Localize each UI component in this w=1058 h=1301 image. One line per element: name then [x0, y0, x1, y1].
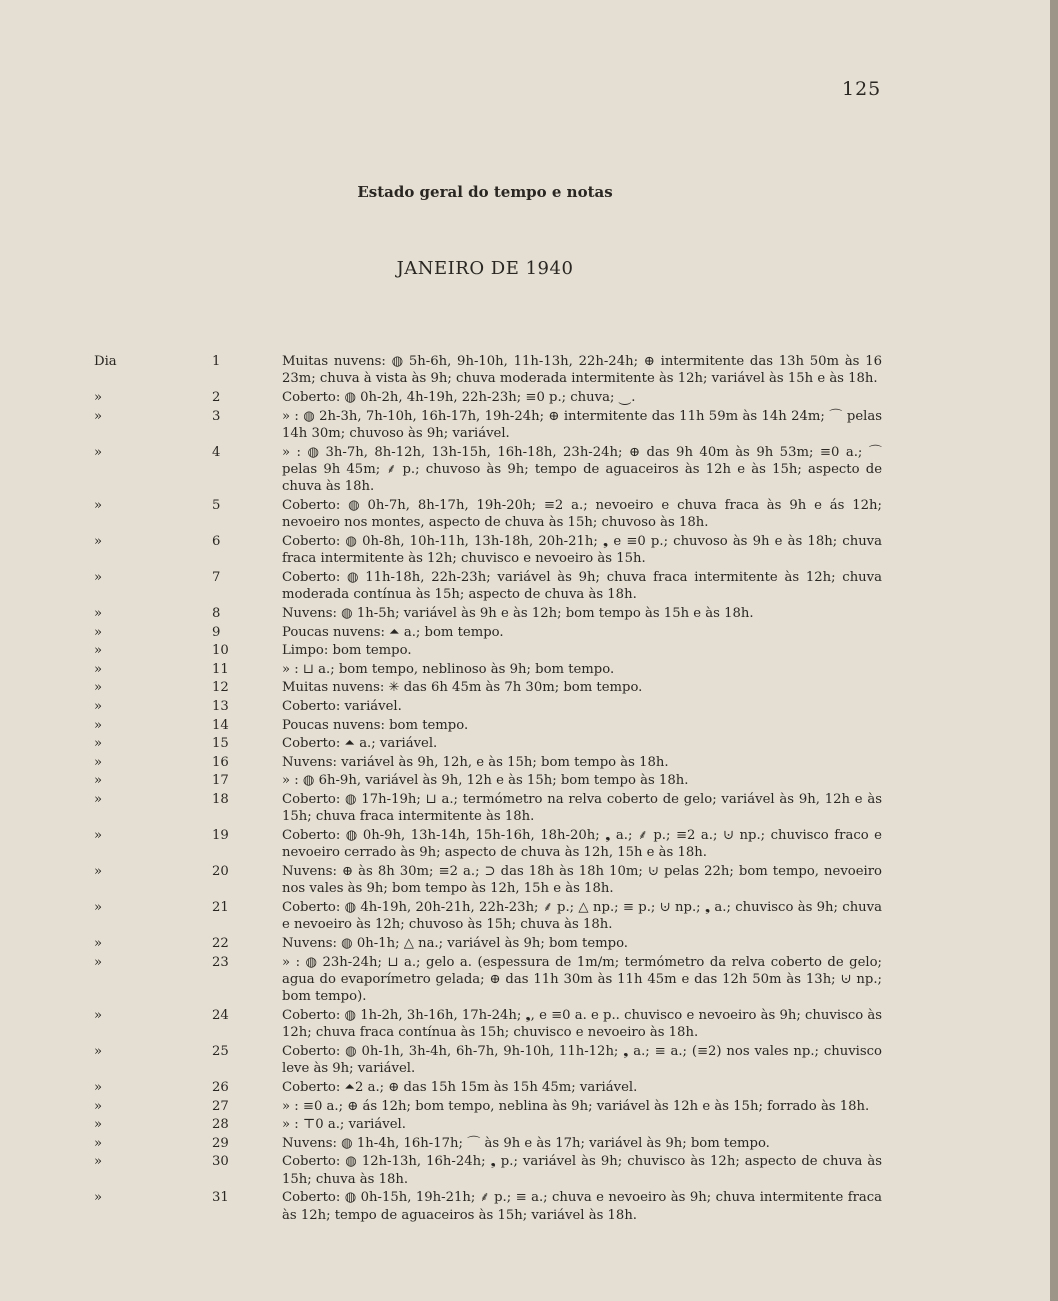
day-number: 10: [212, 643, 229, 659]
day-label: »: [94, 1079, 103, 1095]
day-number: 24: [212, 1007, 229, 1023]
day-entry: [92, 717, 882, 734]
day-label: »: [94, 773, 103, 789]
day-number: 30: [212, 1154, 229, 1170]
day-label: »: [94, 1154, 103, 1170]
day-notes: Coberto: ◍ 11h-18h, 22h-23h; variável às 9h; chuva fraca intermitente às 12h; chuva moderada contínua às 15h; aspecto de chuva às 18h.: [282, 570, 882, 603]
day-notes: Limpo: bom tempo.: [282, 643, 412, 659]
day-label: »: [94, 408, 103, 424]
day-notes: Coberto: ◍ 0h-15h, 19h-21h; ⸙ p.; ≡ a.; chuva e nevoeiro às 9h; chuva intermitente fraca às 12h; tempo de aguaceiros às 15h; variável às 18h.: [282, 1190, 882, 1223]
day-entry: [92, 353, 882, 388]
day-number: 4: [212, 444, 221, 460]
day-label: Dia: [94, 354, 117, 369]
day-entry: [92, 1153, 882, 1188]
day-label: »: [94, 1117, 103, 1133]
day-label: »: [94, 736, 103, 752]
day-number: 6: [212, 534, 221, 549]
day-number: 13: [212, 698, 229, 714]
day-notes: Poucas nuvens: bom tempo.: [282, 717, 469, 733]
day-notes: Coberto: ◍ 0h-1h, 3h-4h, 6h-7h, 9h-10h, 11h-12h; ❟ a.; ≡ a.; (≡2) nos vales np.; chuvisco leve às 9h; variável.: [282, 1043, 882, 1077]
day-notes: » : ⊤0 a.; variável.: [282, 1117, 406, 1133]
day-entry: [92, 1079, 882, 1096]
day-number: 5: [212, 498, 221, 513]
day-label: »: [94, 624, 103, 640]
day-entry: [92, 497, 882, 532]
day-label: »: [94, 1098, 103, 1114]
page-edge: [1050, 0, 1058, 1301]
day-entry: [92, 1135, 882, 1152]
day-notes: Coberto: ⏶ a.; variável.: [282, 736, 438, 752]
day-entry: [92, 1007, 882, 1042]
day-number: 31: [212, 1190, 229, 1206]
day-entry: [92, 624, 882, 641]
day-number: 14: [212, 717, 229, 733]
day-entry: [92, 791, 882, 826]
day-entry: [92, 1189, 882, 1224]
day-number: 21: [212, 899, 229, 915]
day-entry: [92, 772, 882, 789]
day-number: 2: [212, 390, 221, 405]
day-entry: [92, 935, 882, 952]
day-label: »: [94, 863, 103, 879]
month-title: JANEIRO DE 1940: [396, 258, 574, 279]
day-entry: [92, 954, 882, 1006]
day-number: 15: [212, 736, 229, 752]
day-label: »: [94, 754, 103, 770]
day-number: 7: [212, 570, 221, 585]
day-notes: Nuvens: ⊕ às 8h 30m; ≡2 a.; ⊃ das 18h às 18h 10m; ⊍ pelas 22h; bom tempo, nevoeiro nos vales às 9h; bom tempo às 12h, 15h e às 18h.: [282, 863, 882, 897]
section-title: Estado geral do tempo e notas: [357, 183, 613, 201]
day-number: 26: [212, 1079, 229, 1095]
day-number: 3: [212, 408, 221, 424]
day-number: 19: [212, 827, 229, 843]
day-notes: Coberto: ◍ 4h-19h, 20h-21h, 22h-23h; ⸙ p.; △ np.; ≡ p.; ⊍ np.; ❟ a.; chuvisco às 9h; chuva e nevoeiro às 12h; chuvoso às 15h; chuva às 18h.: [282, 899, 882, 933]
day-notes: » : ◍ 3h-7h, 8h-12h, 13h-15h, 16h-18h, 23h-24h; ⊕ das 9h 40m às 9h 53m; ≡0 a.; ⌒ pelas 9h 45m; ⸙ p.; chuvoso às 9h; tempo de aguaceiros às 12h e às 15h; aspecto de chuva às 18h.: [282, 444, 882, 495]
day-entry: [92, 899, 882, 934]
day-label: »: [94, 1043, 103, 1059]
day-number: 11: [212, 661, 229, 677]
day-label: »: [94, 661, 103, 677]
day-notes: Coberto: ◍ 17h-19h; ⊔ a.; termómetro na relva coberto de gelo; variável às 9h, 12h e às 15h; chuva fraca intermitente às 18h.: [282, 791, 882, 825]
day-entry: [92, 533, 882, 568]
day-notes: Coberto: variável.: [282, 698, 402, 714]
day-label: »: [94, 680, 103, 696]
day-notes: » : ◍ 2h-3h, 7h-10h, 16h-17h, 19h-24h; ⊕ intermitente das 11h 59m às 14h 24m; ⌒ pelas 14h 30m; chuvoso às 9h; variável.: [282, 408, 882, 441]
day-entry: [92, 408, 882, 443]
day-notes: Coberto: ◍ 0h-7h, 8h-17h, 19h-20h; ≡2 a.; nevoeiro e chuva fraca às 9h e ás 12h; nevoeiro nos montes, aspecto de chuva às 15h; chuvoso às 18h.: [282, 498, 882, 531]
day-number: 17: [212, 773, 229, 789]
day-label: »: [94, 698, 103, 714]
day-entry: [92, 863, 882, 898]
page-number: 125: [842, 78, 882, 100]
day-notes: » : ◍ 6h-9h, variável às 9h, 12h e às 15h; bom tempo às 18h.: [282, 773, 689, 789]
day-entry: [92, 827, 882, 862]
day-notes: » : ⊔ a.; bom tempo, neblinoso às 9h; bom tempo.: [282, 661, 615, 677]
day-entry: [92, 1116, 882, 1133]
day-number: 16: [212, 754, 229, 770]
day-notes: Nuvens: variável às 9h, 12h, e às 15h; bom tempo às 18h.: [282, 754, 669, 770]
day-number: 20: [212, 863, 229, 879]
day-number: 29: [212, 1135, 229, 1151]
day-entry: [92, 661, 882, 678]
day-label: »: [94, 534, 103, 549]
day-label: »: [94, 1007, 103, 1023]
day-notes: Coberto: ◍ 0h-2h, 4h-19h, 22h-23h; ≡0 p.; chuva; ⏝.: [282, 390, 636, 405]
day-entry: [92, 389, 882, 406]
day-label: »: [94, 570, 103, 585]
day-number: 18: [212, 791, 229, 807]
day-label: »: [94, 1135, 103, 1151]
day-notes: Coberto: ◍ 1h-2h, 3h-16h, 17h-24h; ❟, e ≡0 a. e p.. chuvisco e nevoeiro às 9h; chuvisco às 12h; chuva fraca contínua às 15h; chuvisco e nevoeiro às 18h.: [282, 1007, 882, 1041]
day-entry: [92, 698, 882, 715]
day-entry: [92, 605, 882, 622]
day-label: »: [94, 827, 103, 843]
day-label: »: [94, 791, 103, 807]
day-notes: Nuvens: ◍ 1h-4h, 16h-17h; ⌒ às 9h e às 17h; variável às 9h; bom tempo.: [282, 1135, 770, 1151]
day-notes: Nuvens: ◍ 0h-1h; △ na.; variável às 9h; bom tempo.: [282, 935, 628, 951]
daily-entries: [92, 353, 882, 1225]
day-notes: Muitas nuvens: ✳ das 6h 45m às 7h 30m; bom tempo.: [282, 680, 643, 696]
day-number: 8: [212, 606, 221, 621]
day-label: »: [94, 643, 103, 659]
day-notes: Coberto: ◍ 0h-8h, 10h-11h, 13h-18h, 20h-21h; ❟ e ≡0 p.; chuvoso às 9h e às 18h; chuva fraca intermitente às 12h; chuvisco e nevoeiro às 15h.: [282, 534, 882, 567]
day-entry: [92, 735, 882, 752]
day-number: 22: [212, 935, 229, 951]
day-notes: Nuvens: ◍ 1h-5h; variável às 9h e às 12h; bom tempo às 15h e às 18h.: [282, 606, 754, 621]
day-entry: [92, 754, 882, 771]
day-label: »: [94, 606, 103, 621]
day-number: 23: [212, 954, 229, 970]
day-number: 27: [212, 1098, 229, 1114]
day-entry: [92, 642, 882, 659]
day-label: »: [94, 899, 103, 915]
day-label: »: [94, 390, 103, 405]
day-notes: » : ≡0 a.; ⊕ ás 12h; bom tempo, neblina às 9h; variável às 12h e às 15h; forrado às 18h.: [282, 1098, 870, 1114]
day-label: »: [94, 498, 103, 513]
day-entry: [92, 1043, 882, 1078]
day-number: 25: [212, 1043, 229, 1059]
day-notes: » : ◍ 23h-24h; ⊔ a.; gelo a. (espessura de 1m/m; termómetro da relva coberto de gelo; agua do evaporímetro gelada; ⊕ das 11h 30m às 11h 45m e das 12h 50m às 13h; ⊍ np.; bom tempo).: [282, 954, 882, 1005]
day-notes: Poucas nuvens: ⏶ a.; bom tempo.: [282, 624, 504, 640]
day-number: 28: [212, 1117, 229, 1133]
day-label: »: [94, 444, 103, 460]
day-notes: Coberto: ◍ 0h-9h, 13h-14h, 15h-16h, 18h-20h; ❟ a.; ⸙ p.; ≡2 a.; ⊍ np.; chuvisco fraco e nevoeiro cerrado às 9h; aspecto de chuva às 12h, 15h e às 18h.: [282, 827, 882, 861]
day-notes: Coberto: ⏶2 a.; ⊕ das 15h 15m às 15h 45m; variável.: [282, 1079, 638, 1095]
day-number: 9: [212, 624, 221, 640]
day-label: »: [94, 1190, 103, 1206]
day-entry: [92, 679, 882, 696]
day-entry: [92, 444, 882, 496]
day-number: 12: [212, 680, 229, 696]
day-notes: Muitas nuvens: ◍ 5h-6h, 9h-10h, 11h-13h, 22h-24h; ⊕ intermitente das 13h 50m às 16 23m; chuva à vista às 9h; chuva moderada intermitente às 12h; variável às 15h e às 18h.: [282, 354, 882, 387]
day-notes: Coberto: ◍ 12h-13h, 16h-24h; ❟ p.; variável às 9h; chuvisco às 12h; aspecto de chuva às 15h; chuva às 18h.: [282, 1154, 882, 1187]
day-number: 1: [212, 354, 221, 369]
day-entry: [92, 1098, 882, 1115]
day-label: »: [94, 954, 103, 970]
day-entry: [92, 569, 882, 604]
day-label: »: [94, 717, 103, 733]
day-label: »: [94, 935, 103, 951]
